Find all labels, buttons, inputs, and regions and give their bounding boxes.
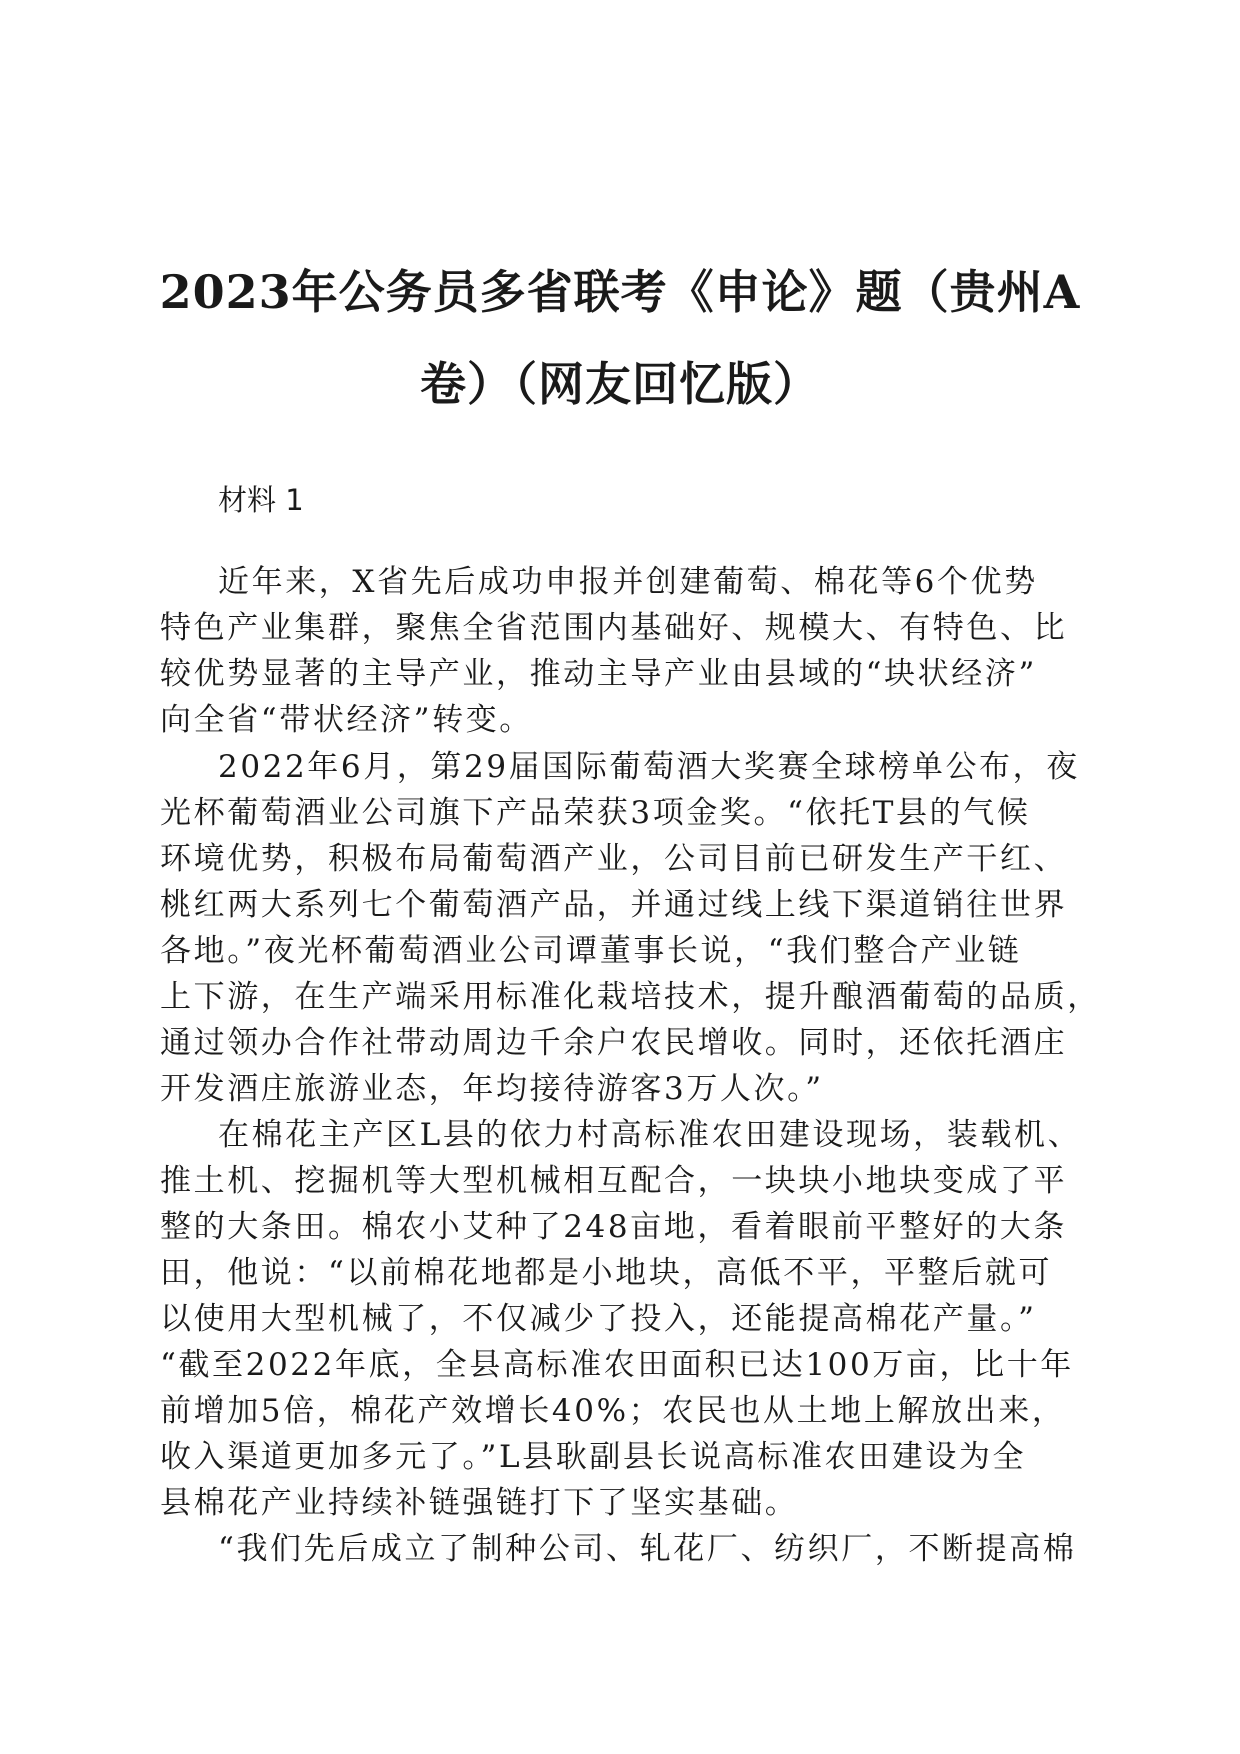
body-line: 以使用大型机械了，不仅减少了投入，还能提高棉花产量。” <box>160 1301 1037 1337</box>
body-line: 在棉花主产区L县的依力村高标准农田建设现场，装载机、 <box>218 1117 1082 1153</box>
body-line: 近年来，X省先后成功申报并创建葡萄、棉花等6个优势 <box>218 564 1038 600</box>
body-line: “截至2022年底，全县高标准农田面积已达100万亩，比十年 <box>160 1347 1074 1383</box>
body-line: 特色产业集群，聚焦全省范围内基础好、规模大、有特色、比 <box>160 610 1068 646</box>
body-line: “我们先后成立了制种公司、轧花厂、纺织厂，不断提高棉 <box>218 1531 1077 1567</box>
body-line: 县棉花产业持续补链强链打下了坚实基础。 <box>160 1485 799 1521</box>
body-line: 上下游，在生产端采用标准化栽培技术，提升酿酒葡萄的品质， <box>160 979 1101 1015</box>
body-line: 推土机、挖掘机等大型机械相互配合，一块块小地块变成了平 <box>160 1163 1068 1199</box>
section-label: 材料 1 <box>218 483 304 517</box>
body-line: 通过领办合作社带动周边千余户农民增收。同时，还依托酒庄 <box>160 1025 1068 1061</box>
body-line: 光杯葡萄酒业公司旗下产品荣获3项金奖。“依托T县的气候 <box>160 795 1031 831</box>
body-line: 收入渠道更加多元了。”L县耿副县长说高标准农田建设为全 <box>160 1439 1027 1475</box>
body-line: 前增加5倍，棉花产效增长40%；农民也从土地上解放出来， <box>160 1393 1066 1429</box>
body-line: 较优势显著的主导产业，推动主导产业由县域的“块状经济” <box>160 656 1037 692</box>
body-line: 田，他说：“以前棉花地都是小地块，高低不平，平整后就可 <box>160 1255 1053 1291</box>
body-line: 2022年6月，第29届国际葡萄酒大奖赛全球榜单公布，夜 <box>218 749 1080 785</box>
body-line: 环境优势，积极布局葡萄酒产业，公司目前已研发生产干红、 <box>160 841 1068 877</box>
body-line: 开发酒庄旅游业态，年均接待游客3万人次。” <box>160 1071 824 1107</box>
body-line: 桃红两大系列七个葡萄酒产品，并通过线上线下渠道销往世界 <box>160 887 1068 923</box>
body-line: 各地。”夜光杯葡萄酒业公司谭董事长说，“我们整合产业链 <box>160 933 1022 969</box>
document-title-line-2: 卷）（网友回忆版） <box>420 357 820 411</box>
document-title-line-1: 2023年公务员多省联考《申论》题（贵州A <box>159 265 1081 319</box>
body-line: 整的大条田。棉农小艾种了248亩地，看着眼前平整好的大条 <box>160 1209 1067 1245</box>
body-line: 向全省“带状经济”转变。 <box>160 702 533 738</box>
